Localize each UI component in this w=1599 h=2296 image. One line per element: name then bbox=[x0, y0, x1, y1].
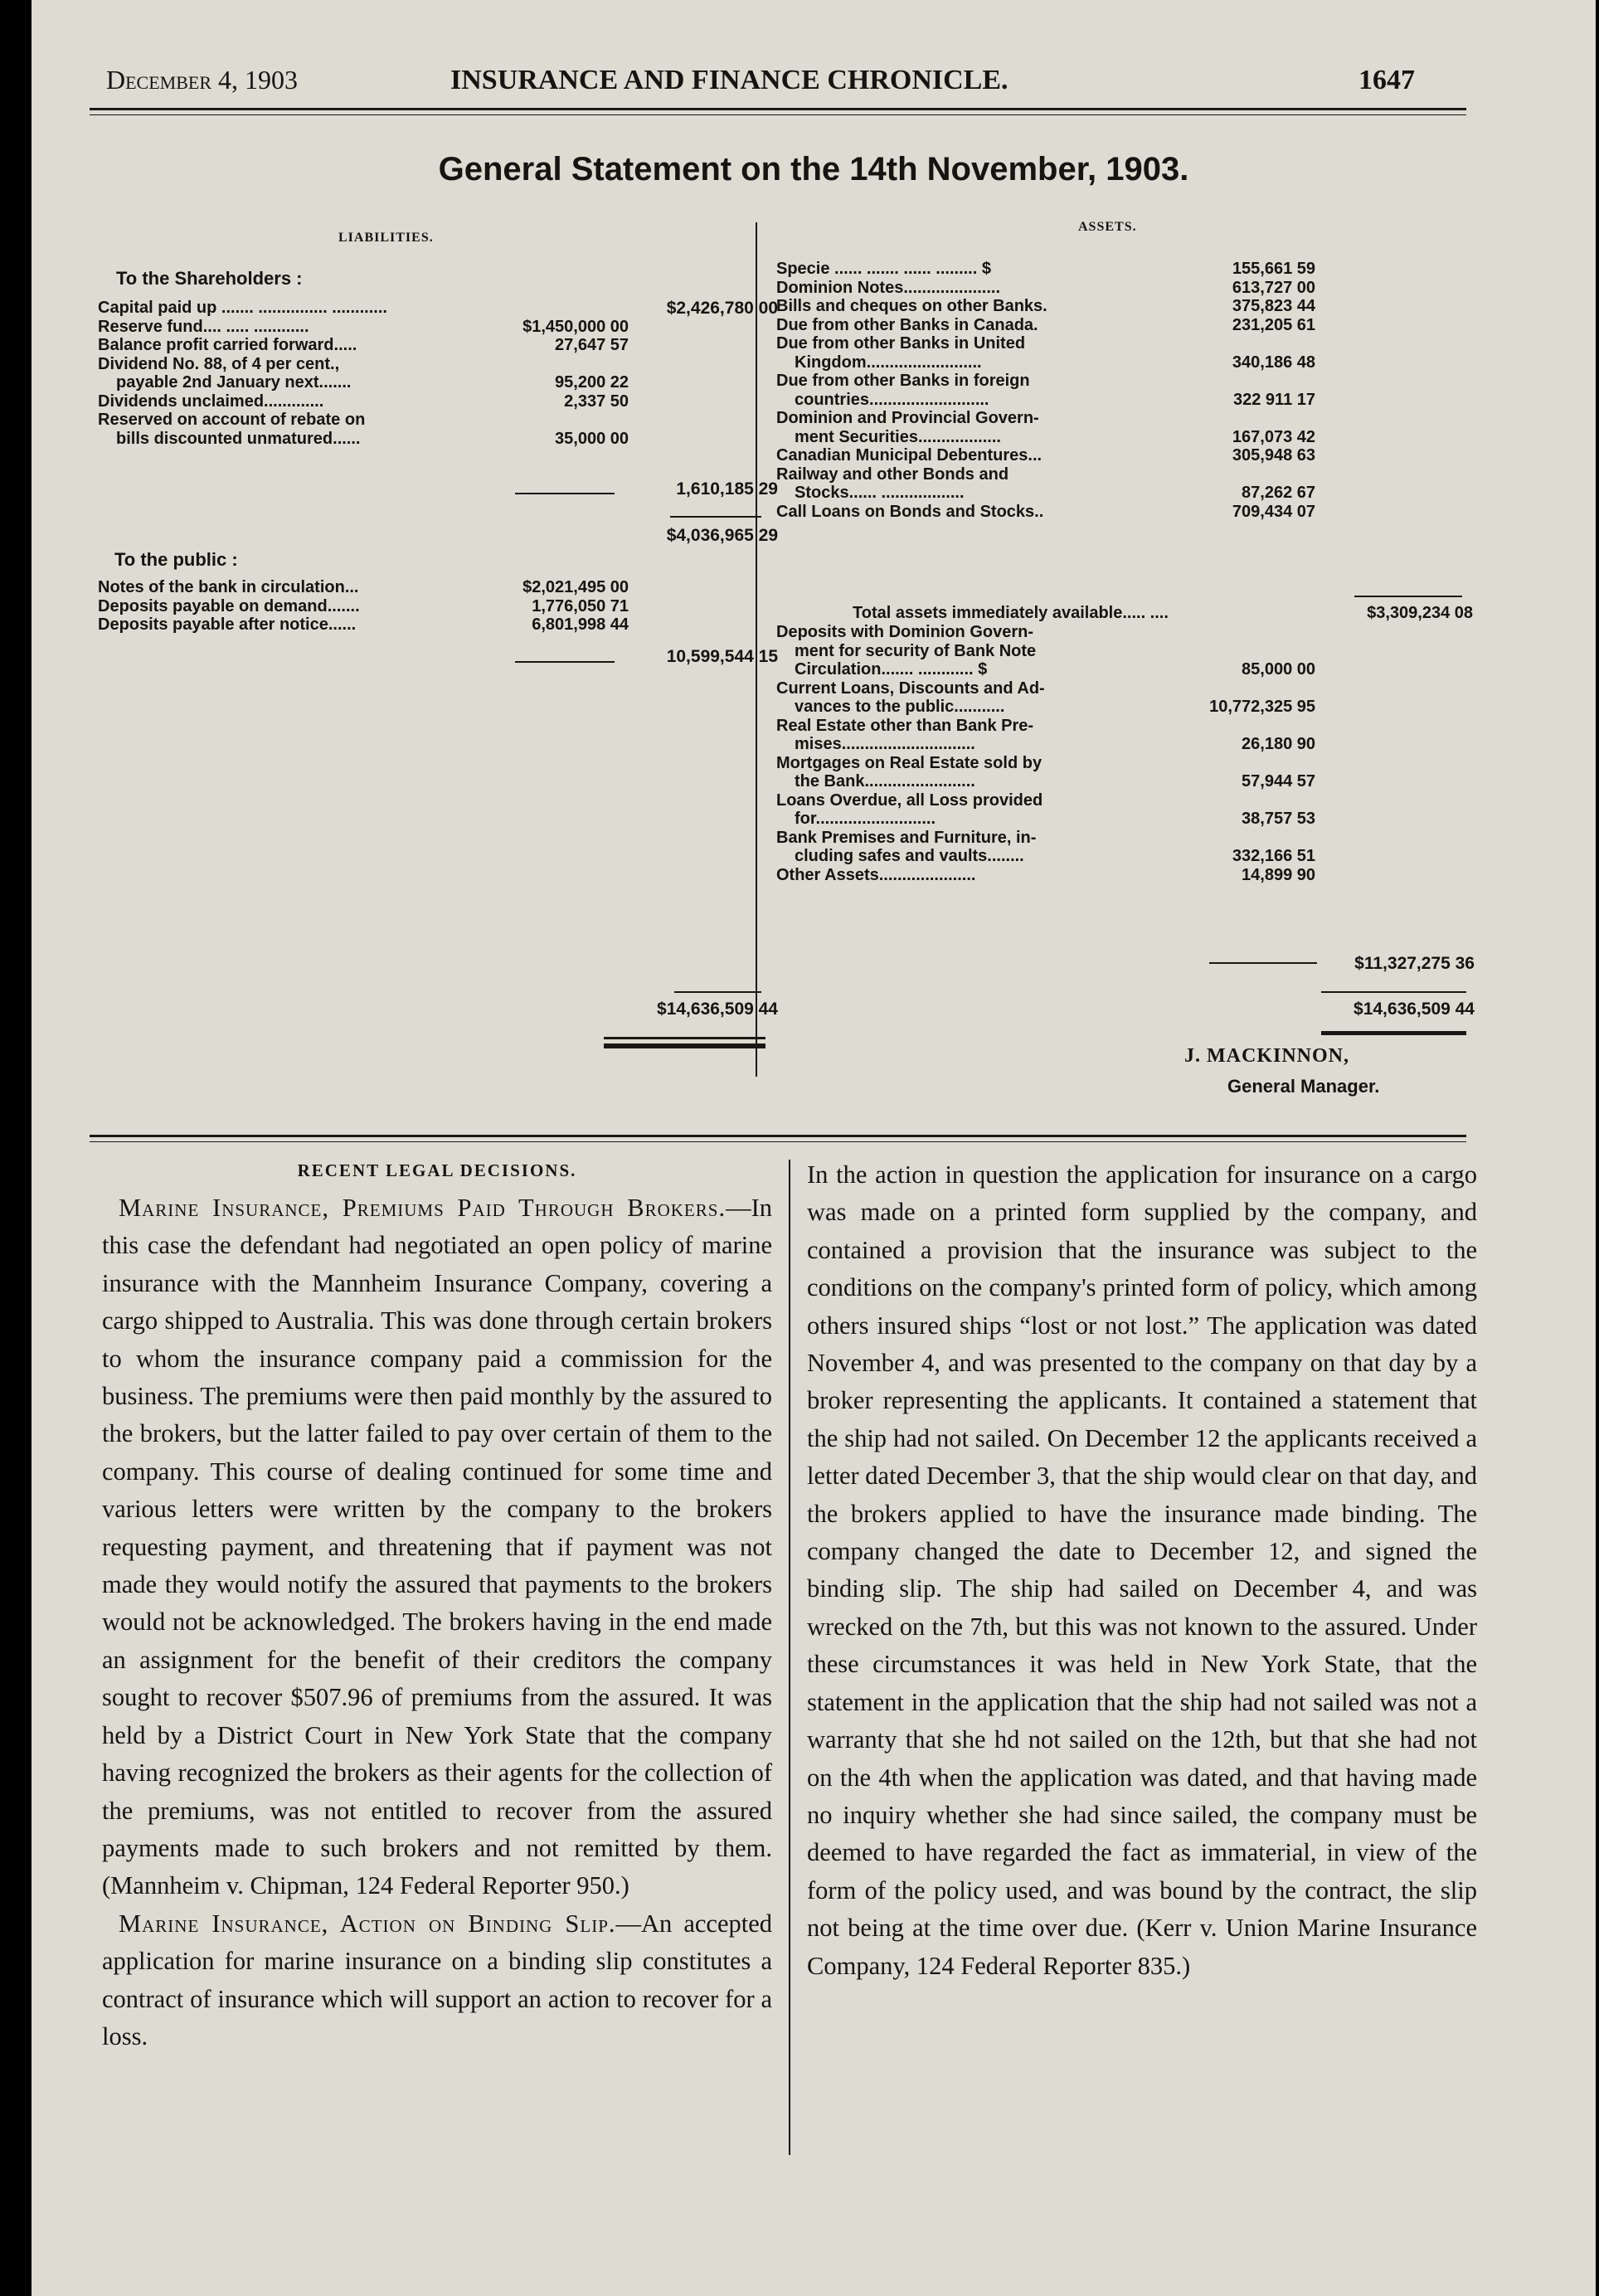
assets-grand-total: $14,636,509 44 bbox=[1354, 1000, 1475, 1019]
assets-total-rule-top bbox=[1321, 991, 1466, 993]
section-rule bbox=[90, 1135, 1466, 1137]
row-label: Deposits payable on demand....... bbox=[98, 596, 360, 615]
article-heading: RECENT LEGAL DECISIONS. bbox=[297, 1160, 577, 1180]
row-label: Due from other Banks in United bbox=[776, 334, 1026, 353]
paragraph-head: Marine Insurance, Premiums Paid Through Brokers. bbox=[119, 1194, 727, 1222]
table-row bbox=[776, 791, 1315, 810]
row-label: Loans Overdue, all Loss provided bbox=[776, 790, 1043, 810]
table-row bbox=[776, 503, 1315, 522]
row-amount: 167,073 42 bbox=[1232, 427, 1315, 446]
table-row bbox=[776, 866, 1315, 885]
table-row bbox=[776, 334, 1315, 353]
row-label: Balance profit carried forward..... bbox=[98, 336, 357, 354]
public-rule bbox=[515, 661, 615, 663]
table-row bbox=[776, 372, 1315, 391]
row-label: Reserved on account of rebate on bbox=[98, 411, 366, 429]
row-label: Deposits payable after notice...... bbox=[98, 615, 357, 634]
table-row bbox=[776, 484, 1315, 503]
article-column-divider bbox=[789, 1160, 790, 2155]
public-heading: To the public : bbox=[114, 549, 238, 570]
row-amount: 10,772,325 95 bbox=[1209, 698, 1315, 716]
header-rule bbox=[90, 108, 1466, 110]
table-row bbox=[776, 297, 1315, 316]
row-label: cluding safes and vaults........ bbox=[795, 847, 1024, 865]
shareholders-subtotal: 1,610,185 29 bbox=[676, 479, 778, 499]
row-amount: 375,823 44 bbox=[1232, 297, 1315, 315]
row-label: mises............................. bbox=[795, 735, 975, 753]
row-label: vances to the public........... bbox=[795, 698, 1005, 716]
total-rule bbox=[670, 516, 761, 518]
table-row bbox=[98, 597, 629, 616]
row-amount: 95,200 22 bbox=[555, 373, 629, 392]
row-label: Canadian Municipal Debentures... bbox=[776, 446, 1043, 465]
public-table bbox=[98, 578, 629, 635]
section-rule-thin bbox=[90, 1141, 1466, 1142]
table-row bbox=[776, 810, 1315, 829]
table-row bbox=[776, 353, 1315, 372]
table-row bbox=[776, 428, 1315, 447]
table-row bbox=[776, 847, 1315, 866]
grand-total-rule-top bbox=[674, 991, 761, 993]
row-amount: 155,661 59 bbox=[1232, 260, 1315, 278]
row-amount: 332,166 51 bbox=[1232, 847, 1315, 865]
paragraph-head: Marine Insurance, Action on Binding Slip. bbox=[119, 1909, 616, 1938]
available-rule bbox=[1354, 596, 1462, 597]
row-label: Deposits with Dominion Govern- bbox=[776, 623, 1034, 641]
table-row bbox=[776, 260, 1315, 279]
row-amount: $1,450,000 00 bbox=[522, 317, 629, 336]
row-amount: 85,000 00 bbox=[1242, 660, 1315, 679]
row-label: Railway and other Bonds and bbox=[776, 465, 1009, 484]
row-label: Dividend No. 88, of 4 per cent., bbox=[98, 354, 340, 373]
table-row bbox=[776, 642, 1315, 661]
statement-title: General Statement on the 14th November, 1903. bbox=[438, 151, 1189, 187]
header-date: December 4, 1903 bbox=[106, 65, 299, 95]
table-row bbox=[776, 316, 1315, 335]
signature-name: J. MACKINNON, bbox=[1184, 1045, 1349, 1067]
table-row bbox=[776, 660, 1315, 679]
public-total: 10,599,544 15 bbox=[666, 647, 778, 666]
header-rule-thin bbox=[90, 114, 1466, 115]
table-row bbox=[776, 772, 1315, 791]
row-amount: 35,000 00 bbox=[555, 429, 629, 448]
table-row bbox=[776, 279, 1315, 298]
row-label: Stocks...... .................. bbox=[795, 484, 965, 502]
grand-total-rule bbox=[604, 1037, 765, 1039]
row-label: Mortgages on Real Estate sold by bbox=[776, 753, 1043, 772]
shareholders-heading: To the Shareholders : bbox=[116, 268, 303, 289]
row-label: Notes of the bank in circulation... bbox=[98, 578, 359, 596]
row-amount: $2,021,495 00 bbox=[522, 578, 629, 596]
row-label: ment Securities.................. bbox=[795, 427, 1001, 446]
article-paragraph bbox=[102, 1189, 772, 1905]
header-page-number: 1647 bbox=[1358, 65, 1415, 95]
table-row bbox=[98, 299, 629, 318]
table-row bbox=[776, 698, 1315, 717]
row-label: for.......................... bbox=[795, 810, 936, 828]
row-amount: 2,337 50 bbox=[564, 392, 629, 411]
table-row bbox=[98, 578, 629, 597]
table-row bbox=[776, 409, 1315, 428]
row-amount: 14,899 90 bbox=[1242, 865, 1315, 884]
subtotal-rule bbox=[515, 493, 615, 494]
row-label: Other Assets..................... bbox=[776, 865, 976, 884]
row-label: Total assets immediately available..... .... bbox=[853, 604, 1169, 622]
capital-total: $2,426,780 00 bbox=[666, 299, 778, 318]
row-label: Due from other Banks in Canada. bbox=[776, 315, 1038, 334]
table-row bbox=[776, 465, 1315, 484]
row-label: Circulation....... ............ $ bbox=[795, 660, 988, 679]
table-row bbox=[98, 411, 629, 430]
row-amount: 1,776,050 71 bbox=[532, 596, 629, 615]
assets-heading: ASSETS. bbox=[1078, 220, 1137, 234]
table-row bbox=[776, 754, 1315, 773]
article-left-column bbox=[102, 1156, 772, 2055]
table-row bbox=[776, 829, 1315, 848]
assets-table-2 bbox=[776, 623, 1315, 884]
row-amount: 26,180 90 bbox=[1242, 735, 1315, 753]
table-row bbox=[776, 446, 1315, 465]
row-amount: 27,647 57 bbox=[555, 336, 629, 354]
table-row bbox=[98, 392, 629, 411]
row-label: Capital paid up ....... ............... ............ bbox=[98, 299, 387, 317]
row-label: countries.......................... bbox=[795, 390, 989, 409]
assets-total-rule bbox=[1321, 1031, 1466, 1035]
row-label: Due from other Banks in foreign bbox=[776, 372, 1030, 390]
newspaper-page bbox=[32, 0, 1596, 2296]
signature-title: General Manager. bbox=[1227, 1076, 1380, 1097]
article-paragraph bbox=[102, 1905, 772, 2056]
table-row bbox=[776, 604, 1473, 623]
article-paragraph: In the action in question the application for insurance on a cargo was made on a printed form supplied by the company, and contained a provision that the insurance was subject to the conditions on the company's printed form of policy, which among others insured ships “lost or not lost.” The application was dated November 4, and was presented to the company on that day by a broker representing the applicants. It contained a statement that the ship had not sailed. On December 12 the applicants received a letter dated December 3, that the ship would clear on that day, and the brokers applied to have the insurance made binding. The company changed the date to December 12, and signed the binding slip. The ship had sailed on December 4, and was wrecked on the 7th, but this was not known to the assured. Under these circumstances it was held in New York State, that the statement in the application that the ship had not sailed was not a warranty that she hd not sailed on the 12th, but that she had not on the 4th when the application was dated, and that having made no inquiry whether she had since sailed, the company must be deemed to have regarded the fact as immaterial, in view of the form of the policy used, and was bound by the contract, the slip not being at the time over due. (Kerr v. Union Marine Insurance Company, 124 Federal Reporter 835.) bbox=[807, 1160, 1477, 1980]
table-row bbox=[776, 735, 1315, 754]
assets-table bbox=[776, 260, 1315, 521]
table-row bbox=[98, 615, 629, 635]
paragraph-body: —In this case the defendant had negotiated an open policy of marine insurance with the Mannheim Insurance Company, covering a cargo shipped to Australia. This was done through certain brokers to whom the insurance company paid a commission for the business. The premiums were then paid monthly by the assured to the brokers, but the latter failed to pay over certain of them to the company. This course of dealing continued for some time and various letters were written by the company to the brokers requesting payment, and threatening that if payment was not made they would notify the assured that payments to the brokers would not be acknowledged. The brokers having in the end made an assignment for the benefit of their creditors the company sought to recover $507.96 of premiums from the assured. It was held by a District Court in New York State that the company having recognized the brokers as their agents for the collection of the premiums, was not entitled to recover from the assured payments made to such brokers and not remitted by them. (Mannheim v. Chipman, 124 Federal Reporter 950.) bbox=[102, 1194, 772, 1900]
header-title: INSURANCE AND FINANCE CHRONICLE. bbox=[450, 65, 1008, 95]
row-label: ment for security of Bank Note bbox=[795, 641, 1037, 660]
row-label: payable 2nd January next....... bbox=[116, 373, 352, 392]
row-label: the Bank........................ bbox=[795, 772, 975, 790]
row-amount: 709,434 07 bbox=[1232, 502, 1315, 521]
row-label: Dividends unclaimed............. bbox=[98, 392, 324, 411]
row-label: Dominion and Provincial Govern- bbox=[776, 409, 1039, 427]
liabilities-heading: LIABILITIES. bbox=[338, 231, 434, 245]
table-row bbox=[776, 623, 1315, 642]
row-label: Dominion Notes..................... bbox=[776, 278, 1001, 297]
row-amount: 340,186 48 bbox=[1232, 353, 1315, 372]
row-label: Bills and cheques on other Banks. bbox=[776, 297, 1047, 315]
available-total: $3,309,234 08 bbox=[1367, 604, 1473, 622]
table-row bbox=[98, 430, 629, 449]
row-amount: 87,262 67 bbox=[1242, 484, 1315, 502]
row-amount: 231,205 61 bbox=[1232, 315, 1315, 334]
row-label: Call Loans on Bonds and Stocks.. bbox=[776, 502, 1044, 521]
row-label: bills discounted unmatured...... bbox=[116, 429, 361, 448]
article-right-column bbox=[807, 1156, 1477, 1985]
row-amount: 322 911 17 bbox=[1233, 390, 1315, 409]
shareholders-table bbox=[98, 299, 629, 448]
table-row bbox=[98, 336, 629, 355]
row-label: Kingdom......................... bbox=[795, 353, 982, 372]
available-row bbox=[776, 604, 1473, 623]
row-label: Real Estate other than Bank Pre- bbox=[776, 716, 1034, 735]
row-amount: 57,944 57 bbox=[1242, 772, 1315, 790]
row-amount: 305,948 63 bbox=[1232, 446, 1315, 465]
grand-total-rule-thick bbox=[604, 1043, 765, 1048]
table-row bbox=[98, 318, 629, 337]
table-row bbox=[776, 717, 1315, 736]
row-label: Current Loans, Discounts and Ad- bbox=[776, 679, 1045, 698]
row-label: Reserve fund.... ..... ............ bbox=[98, 317, 309, 336]
other-assets-total: $11,327,275 36 bbox=[1354, 954, 1475, 973]
table-row bbox=[98, 355, 629, 374]
paragraph-body: —An accepted application for marine insurance on a binding slip constitutes a contract of insurance which will support an action to recover for a loss. bbox=[102, 1909, 773, 2050]
table-row bbox=[98, 373, 629, 392]
shareholders-total: $4,036,965 29 bbox=[666, 526, 778, 545]
row-amount: 613,727 00 bbox=[1232, 278, 1315, 297]
table-row bbox=[776, 391, 1315, 410]
row-label: Specie ...... ....... ...... ......... $ bbox=[776, 260, 991, 278]
row-amount: 6,801,998 44 bbox=[532, 615, 629, 634]
liabilities-grand-total: $14,636,509 44 bbox=[657, 1000, 778, 1019]
table-row bbox=[776, 679, 1315, 698]
row-amount: 38,757 53 bbox=[1242, 810, 1315, 828]
row-label: Bank Premises and Furniture, in- bbox=[776, 828, 1037, 847]
